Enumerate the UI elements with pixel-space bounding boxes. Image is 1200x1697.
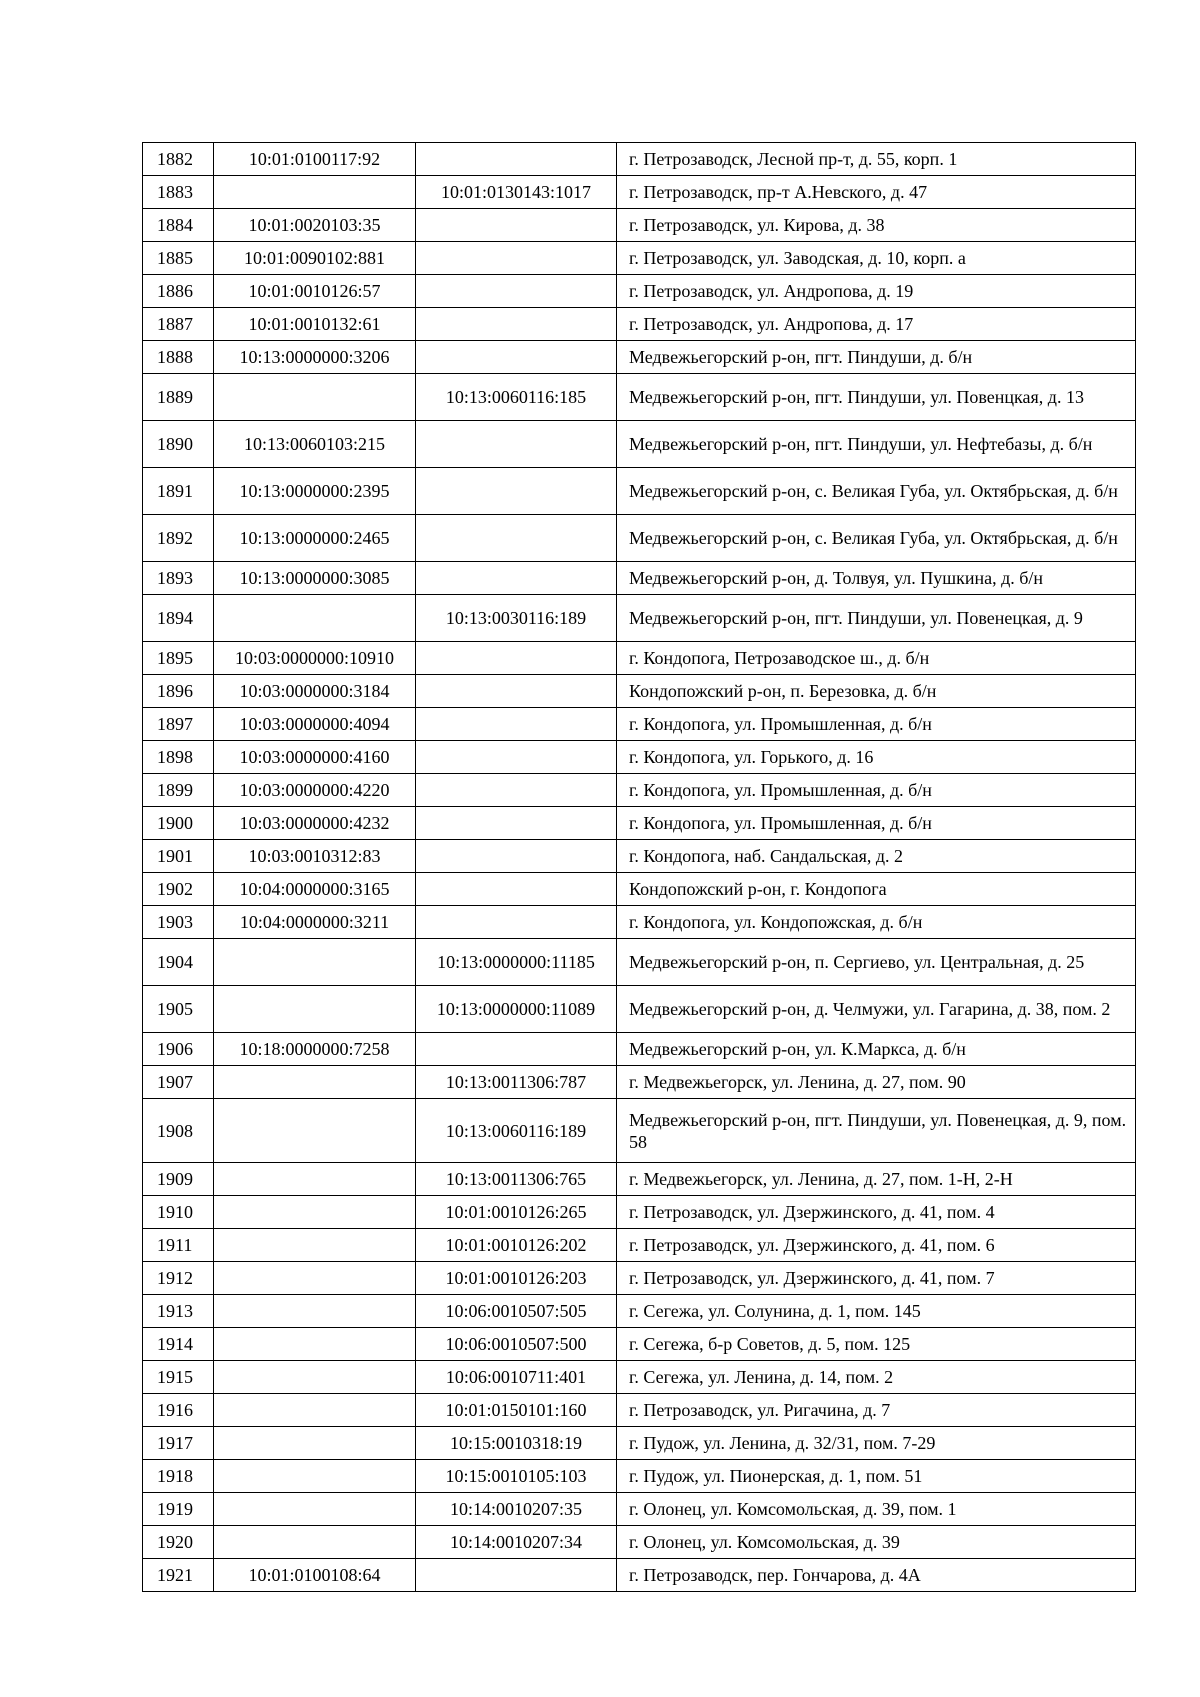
cadastral-number-premises-cell [416, 741, 617, 774]
table-row [143, 642, 1136, 675]
cadastral-number-cell: 10:13:0000000:3206 [214, 341, 416, 374]
row-number-cell: 1891 [143, 468, 214, 515]
address-cell: Медвежьегорский р-он, пгт. Пиндуши, ул. Повенецкая, д. 9, пом. 58 [617, 1099, 1136, 1163]
table-row [143, 906, 1136, 939]
table-row [143, 176, 1136, 209]
address-cell: Медвежьегорский р-он, пгт. Пиндуши, ул. Повенцкая, д. 13 [617, 374, 1136, 421]
row-number-cell: 1919 [143, 1493, 214, 1526]
table-row [143, 1394, 1136, 1427]
cadastral-number-premises-cell [416, 774, 617, 807]
table-row [143, 1229, 1136, 1262]
cadastral-number-cell [214, 595, 416, 642]
table-row [143, 741, 1136, 774]
cadastral-number-premises-cell [416, 1033, 617, 1066]
row-number-cell: 1893 [143, 562, 214, 595]
cadastral-number-cell [214, 986, 416, 1033]
row-number-cell: 1882 [143, 143, 214, 176]
table-row [143, 1099, 1136, 1163]
table-row [143, 209, 1136, 242]
cadastral-number-cell [214, 374, 416, 421]
address-cell: г. Петрозаводск, ул. Андропова, д. 19 [617, 275, 1136, 308]
row-number-cell: 1900 [143, 807, 214, 840]
cadastral-number-premises-cell [416, 873, 617, 906]
cadastral-number-premises-cell: 10:13:0060116:189 [416, 1099, 617, 1163]
row-number-cell: 1885 [143, 242, 214, 275]
address-cell: г. Петрозаводск, пр-т А.Невского, д. 47 [617, 176, 1136, 209]
table-row [143, 421, 1136, 468]
table-row [143, 986, 1136, 1033]
address-cell: г. Петрозаводск, ул. Дзержинского, д. 41, пом. 7 [617, 1262, 1136, 1295]
cadastral-number-premises-cell: 10:13:0000000:11185 [416, 939, 617, 986]
table-row [143, 1493, 1136, 1526]
cadastral-number-cell [214, 1196, 416, 1229]
cadastral-number-premises-cell: 10:06:0010507:505 [416, 1295, 617, 1328]
cadastral-number-cell: 10:03:0000000:3184 [214, 675, 416, 708]
address-cell: г. Петрозаводск, ул. Андропова, д. 17 [617, 308, 1136, 341]
row-number-cell: 1910 [143, 1196, 214, 1229]
address-cell: Медвежьегорский р-он, п. Сергиево, ул. Центральная, д. 25 [617, 939, 1136, 986]
table-row [143, 873, 1136, 906]
address-cell: Медвежьегорский р-он, с. Великая Губа, ул. Октябрьская, д. б/н [617, 468, 1136, 515]
cadastral-number-cell [214, 1099, 416, 1163]
cadastral-number-cell: 10:03:0010312:83 [214, 840, 416, 873]
address-cell: г. Петрозаводск, ул. Ригачина, д. 7 [617, 1394, 1136, 1427]
address-cell: Кондопожский р-он, п. Березовка, д. б/н [617, 675, 1136, 708]
cadastral-number-premises-cell [416, 642, 617, 675]
cadastral-number-cell: 10:01:0100108:64 [214, 1559, 416, 1592]
address-cell: г. Кондопога, ул. Промышленная, д. б/н [617, 807, 1136, 840]
cadastral-number-premises-cell: 10:13:0030116:189 [416, 595, 617, 642]
table-row [143, 275, 1136, 308]
address-cell: г. Медвежьегорск, ул. Ленина, д. 27, пом. 90 [617, 1066, 1136, 1099]
cadastral-number-cell [214, 1295, 416, 1328]
row-number-cell: 1887 [143, 308, 214, 341]
table-row [143, 1196, 1136, 1229]
address-cell: г. Петрозаводск, ул. Дзержинского, д. 41, пом. 4 [617, 1196, 1136, 1229]
table-row [143, 242, 1136, 275]
address-cell: г. Олонец, ул. Комсомольская, д. 39, пом. 1 [617, 1493, 1136, 1526]
table-row [143, 1262, 1136, 1295]
table-row [143, 1361, 1136, 1394]
cadastral-number-cell: 10:03:0000000:4232 [214, 807, 416, 840]
address-cell: г. Петрозаводск, Лесной пр-т, д. 55, корп. 1 [617, 143, 1136, 176]
registry-table [142, 142, 1136, 1592]
cadastral-number-cell [214, 1262, 416, 1295]
table-row [143, 1559, 1136, 1592]
cadastral-number-premises-cell: 10:14:0010207:35 [416, 1493, 617, 1526]
row-number-cell: 1883 [143, 176, 214, 209]
row-number-cell: 1908 [143, 1099, 214, 1163]
address-cell: Медвежьегорский р-он, пгт. Пиндуши, д. б/н [617, 341, 1136, 374]
registry-table-body [143, 143, 1136, 1592]
cadastral-number-premises-cell [416, 242, 617, 275]
table-row [143, 840, 1136, 873]
cadastral-number-premises-cell [416, 906, 617, 939]
cadastral-number-premises-cell: 10:13:0011306:765 [416, 1163, 617, 1196]
cadastral-number-cell [214, 1427, 416, 1460]
address-cell: г. Кондопога, ул. Кондопожская, д. б/н [617, 906, 1136, 939]
address-cell: г. Кондопога, Петрозаводское ш., д. б/н [617, 642, 1136, 675]
row-number-cell: 1921 [143, 1559, 214, 1592]
table-row [143, 1163, 1136, 1196]
cadastral-number-premises-cell: 10:01:0010126:265 [416, 1196, 617, 1229]
table-row [143, 341, 1136, 374]
cadastral-number-cell: 10:01:0010126:57 [214, 275, 416, 308]
cadastral-number-cell: 10:13:0060103:215 [214, 421, 416, 468]
row-number-cell: 1903 [143, 906, 214, 939]
row-number-cell: 1916 [143, 1394, 214, 1427]
address-cell: г. Сегежа, ул. Солунина, д. 1, пом. 145 [617, 1295, 1136, 1328]
row-number-cell: 1898 [143, 741, 214, 774]
cadastral-number-premises-cell: 10:15:0010105:103 [416, 1460, 617, 1493]
row-number-cell: 1888 [143, 341, 214, 374]
cadastral-number-cell [214, 1460, 416, 1493]
row-number-cell: 1899 [143, 774, 214, 807]
row-number-cell: 1913 [143, 1295, 214, 1328]
address-cell: Медвежьегорский р-он, д. Толвуя, ул. Пушкина, д. б/н [617, 562, 1136, 595]
table-row [143, 143, 1136, 176]
cadastral-number-premises-cell: 10:01:0010126:202 [416, 1229, 617, 1262]
cadastral-number-cell [214, 1066, 416, 1099]
cadastral-number-premises-cell [416, 1559, 617, 1592]
cadastral-number-cell: 10:01:0010132:61 [214, 308, 416, 341]
address-cell: Медвежьегорский р-он, с. Великая Губа, ул. Октябрьская, д. б/н [617, 515, 1136, 562]
row-number-cell: 1895 [143, 642, 214, 675]
row-number-cell: 1886 [143, 275, 214, 308]
table-row [143, 374, 1136, 421]
cadastral-number-cell [214, 939, 416, 986]
cadastral-number-cell: 10:18:0000000:7258 [214, 1033, 416, 1066]
cadastral-number-premises-cell: 10:06:0010507:500 [416, 1328, 617, 1361]
address-cell: г. Пудож, ул. Пионерская, д. 1, пом. 51 [617, 1460, 1136, 1493]
table-row [143, 468, 1136, 515]
table-row [143, 774, 1136, 807]
cadastral-number-premises-cell [416, 562, 617, 595]
table-row [143, 515, 1136, 562]
address-cell: Медвежьегорский р-он, ул. К.Маркса, д. б/н [617, 1033, 1136, 1066]
row-number-cell: 1894 [143, 595, 214, 642]
address-cell: г. Кондопога, ул. Промышленная, д. б/н [617, 708, 1136, 741]
address-cell: Кондопожский р-он, г. Кондопога [617, 873, 1136, 906]
cadastral-number-premises-cell [416, 468, 617, 515]
cadastral-number-cell: 10:04:0000000:3211 [214, 906, 416, 939]
cadastral-number-cell [214, 1526, 416, 1559]
address-cell: г. Петрозаводск, ул. Заводская, д. 10, корп. а [617, 242, 1136, 275]
table-row [143, 939, 1136, 986]
address-cell: г. Петрозаводск, ул. Дзержинского, д. 41, пом. 6 [617, 1229, 1136, 1262]
table-row [143, 1033, 1136, 1066]
row-number-cell: 1918 [143, 1460, 214, 1493]
row-number-cell: 1905 [143, 986, 214, 1033]
cadastral-number-cell [214, 1361, 416, 1394]
row-number-cell: 1915 [143, 1361, 214, 1394]
cadastral-number-premises-cell: 10:15:0010318:19 [416, 1427, 617, 1460]
table-row [143, 562, 1136, 595]
cadastral-number-premises-cell [416, 143, 617, 176]
cadastral-number-premises-cell: 10:01:0010126:203 [416, 1262, 617, 1295]
address-cell: г. Медвежьегорск, ул. Ленина, д. 27, пом. 1-Н, 2-Н [617, 1163, 1136, 1196]
table-row [143, 1328, 1136, 1361]
row-number-cell: 1909 [143, 1163, 214, 1196]
cadastral-number-cell [214, 176, 416, 209]
cadastral-number-cell: 10:01:0020103:35 [214, 209, 416, 242]
address-cell: Медвежьегорский р-он, д. Челмужи, ул. Гагарина, д. 38, пом. 2 [617, 986, 1136, 1033]
cadastral-number-premises-cell [416, 515, 617, 562]
cadastral-number-cell: 10:13:0000000:2465 [214, 515, 416, 562]
cadastral-number-cell: 10:03:0000000:4094 [214, 708, 416, 741]
cadastral-number-premises-cell: 10:06:0010711:401 [416, 1361, 617, 1394]
row-number-cell: 1889 [143, 374, 214, 421]
row-number-cell: 1911 [143, 1229, 214, 1262]
cadastral-number-premises-cell: 10:13:0060116:185 [416, 374, 617, 421]
cadastral-number-cell [214, 1229, 416, 1262]
cadastral-number-cell [214, 1493, 416, 1526]
table-row [143, 308, 1136, 341]
cadastral-number-premises-cell: 10:01:0130143:1017 [416, 176, 617, 209]
address-cell: г. Кондопога, ул. Горького, д. 16 [617, 741, 1136, 774]
table-row [143, 675, 1136, 708]
cadastral-number-premises-cell [416, 308, 617, 341]
table-row [143, 807, 1136, 840]
address-cell: г. Сегежа, ул. Ленина, д. 14, пом. 2 [617, 1361, 1136, 1394]
row-number-cell: 1914 [143, 1328, 214, 1361]
cadastral-number-cell: 10:03:0000000:10910 [214, 642, 416, 675]
row-number-cell: 1912 [143, 1262, 214, 1295]
table-row [143, 1526, 1136, 1559]
address-cell: г. Кондопога, ул. Промышленная, д. б/н [617, 774, 1136, 807]
table-row [143, 595, 1136, 642]
cadastral-number-premises-cell [416, 708, 617, 741]
table-row [143, 1460, 1136, 1493]
table-row [143, 1427, 1136, 1460]
cadastral-number-cell: 10:13:0000000:3085 [214, 562, 416, 595]
cadastral-number-premises-cell: 10:14:0010207:34 [416, 1526, 617, 1559]
row-number-cell: 1901 [143, 840, 214, 873]
cadastral-number-premises-cell [416, 840, 617, 873]
row-number-cell: 1896 [143, 675, 214, 708]
cadastral-number-cell: 10:01:0100117:92 [214, 143, 416, 176]
address-cell: г. Петрозаводск, пер. Гончарова, д. 4А [617, 1559, 1136, 1592]
cadastral-number-premises-cell: 10:13:0000000:11089 [416, 986, 617, 1033]
row-number-cell: 1897 [143, 708, 214, 741]
address-cell: г. Пудож, ул. Ленина, д. 32/31, пом. 7-29 [617, 1427, 1136, 1460]
cadastral-number-cell [214, 1394, 416, 1427]
address-cell: Медвежьегорский р-он, пгт. Пиндуши, ул. Повенецкая, д. 9 [617, 595, 1136, 642]
table-row [143, 1066, 1136, 1099]
cadastral-number-premises-cell: 10:01:0150101:160 [416, 1394, 617, 1427]
cadastral-number-cell: 10:03:0000000:4220 [214, 774, 416, 807]
cadastral-number-cell: 10:01:0090102:881 [214, 242, 416, 275]
table-row [143, 1295, 1136, 1328]
cadastral-number-premises-cell [416, 807, 617, 840]
row-number-cell: 1920 [143, 1526, 214, 1559]
cadastral-number-premises-cell: 10:13:0011306:787 [416, 1066, 617, 1099]
cadastral-number-cell: 10:04:0000000:3165 [214, 873, 416, 906]
cadastral-number-cell: 10:13:0000000:2395 [214, 468, 416, 515]
cadastral-number-cell [214, 1163, 416, 1196]
cadastral-number-cell: 10:03:0000000:4160 [214, 741, 416, 774]
address-cell: г. Сегежа, б-р Советов, д. 5, пом. 125 [617, 1328, 1136, 1361]
row-number-cell: 1907 [143, 1066, 214, 1099]
row-number-cell: 1904 [143, 939, 214, 986]
cadastral-number-premises-cell [416, 341, 617, 374]
address-cell: Медвежьегорский р-он, пгт. Пиндуши, ул. Нефтебазы, д. б/н [617, 421, 1136, 468]
table-row [143, 708, 1136, 741]
cadastral-number-premises-cell [416, 209, 617, 242]
address-cell: г. Олонец, ул. Комсомольская, д. 39 [617, 1526, 1136, 1559]
cadastral-number-premises-cell [416, 275, 617, 308]
row-number-cell: 1906 [143, 1033, 214, 1066]
cadastral-number-cell [214, 1328, 416, 1361]
cadastral-number-premises-cell [416, 675, 617, 708]
cadastral-number-premises-cell [416, 421, 617, 468]
row-number-cell: 1884 [143, 209, 214, 242]
address-cell: г. Кондопога, наб. Сандальская, д. 2 [617, 840, 1136, 873]
row-number-cell: 1892 [143, 515, 214, 562]
row-number-cell: 1917 [143, 1427, 214, 1460]
row-number-cell: 1902 [143, 873, 214, 906]
row-number-cell: 1890 [143, 421, 214, 468]
address-cell: г. Петрозаводск, ул. Кирова, д. 38 [617, 209, 1136, 242]
